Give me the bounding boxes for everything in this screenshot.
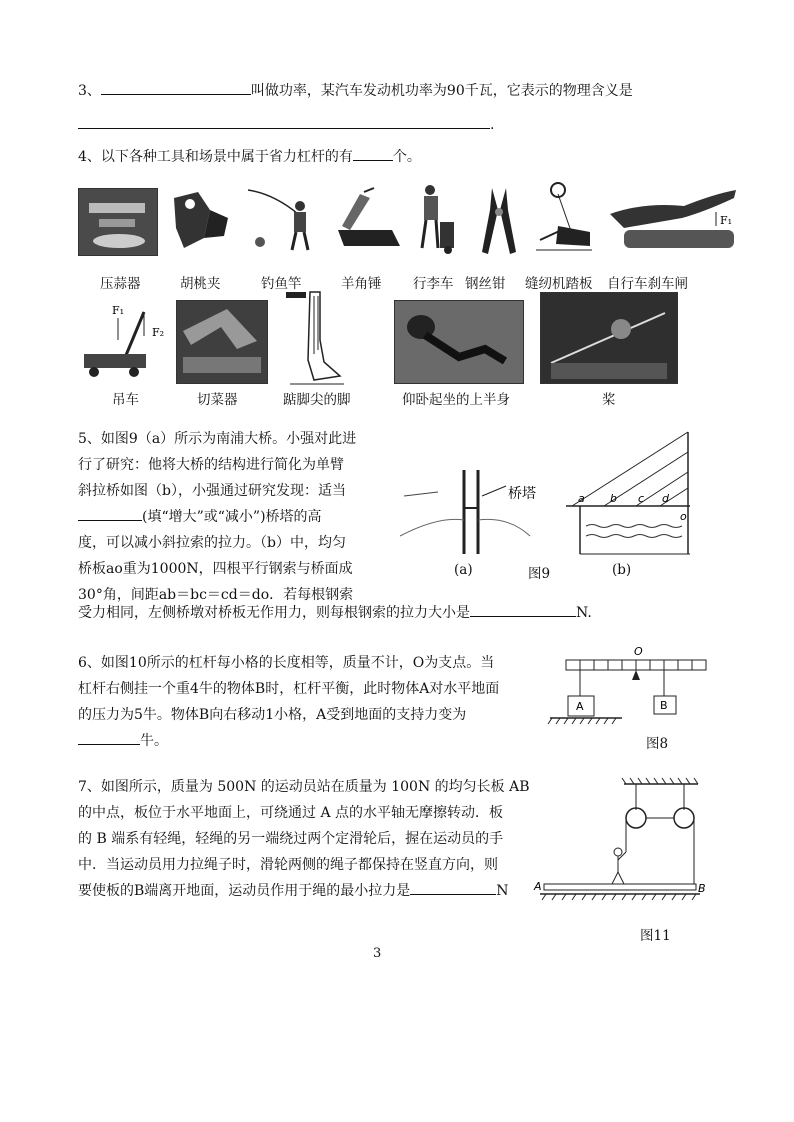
q3-line1 <box>78 78 633 104</box>
q7-unit: N <box>496 883 509 899</box>
q3-end: . <box>490 117 495 133</box>
figure-11 <box>534 782 708 914</box>
q5-line-1: 5、如图9（a）所示为南浦大桥。小强对此进 <box>78 431 357 447</box>
q7-line-5 <box>78 878 509 904</box>
caption-sewing-pedal: 缝纫机踏板 <box>525 276 593 292</box>
block-a-label: A <box>576 700 584 713</box>
fulcrum-o-label: O <box>634 645 643 658</box>
q4-blank <box>353 145 393 161</box>
q7-blank <box>410 879 496 895</box>
q5-blank-2 <box>470 601 576 617</box>
caption-wire-pliers: 钢丝钳 <box>465 276 506 292</box>
crane-truck-image <box>78 300 172 380</box>
q5-line-4 <box>78 504 322 530</box>
crane-f2-label: F₂ <box>152 326 165 339</box>
q5-last-text: 受力相同，左侧桥墩对桥板无作用力，则每根钢索的拉力大小是 <box>78 605 470 621</box>
point-o: o <box>680 510 687 523</box>
caption-luggage-cart: 行李车 <box>413 276 454 292</box>
vegetable-cutter-image <box>176 300 268 384</box>
caption-fishing-rod: 钓鱼竿 <box>261 276 302 292</box>
q7-line-3: 的 B 端系有轻绳，轻绳的另一端绕过两个定滑轮后，握在运动员的手 <box>78 831 504 847</box>
q6-line-3: 的压力为5牛。物体B向右移动1小格，A受到地面的支持力变为 <box>78 707 467 723</box>
q7-line-5-text: 要使板的B端离开地面，运动员作用于绳的最小拉力是 <box>78 883 411 899</box>
figure-9-a-label: (a) <box>454 562 473 578</box>
q5-blank-1 <box>78 505 142 521</box>
q6-blank <box>78 729 140 745</box>
figure-11-title: 图11 <box>640 928 671 944</box>
q6-line-2: 杠杆右侧挂一个重4牛的物体B时，杠杆平衡，此时物体A对水平地面 <box>78 681 500 697</box>
q6-unit: 牛。 <box>140 733 168 749</box>
q5-line-3: 斜拉桥如图（b），小强通过研究发现：适当 <box>78 483 346 499</box>
q5-line-8 <box>78 600 592 626</box>
figure-8-title: 图8 <box>646 736 669 752</box>
q3-text: 叫做功率，某汽车发动机功率为90千瓦，它表示的物理含义是 <box>250 83 633 99</box>
bike-brake-image <box>604 184 740 256</box>
caption-vegetable-cutter: 切菜器 <box>197 392 238 408</box>
q3-line2 <box>78 112 494 138</box>
figure-9-a <box>398 456 536 570</box>
q3-number: 3、 <box>78 83 101 99</box>
board-b-label: B <box>698 882 706 895</box>
point-c: c <box>638 492 645 505</box>
q5-line-4-text: (填“增大”或“减小”)桥塔的高 <box>142 509 322 525</box>
q6-line-4 <box>78 728 168 754</box>
caption-sit-up: 仰卧起坐的上半身 <box>402 392 510 408</box>
point-b: b <box>610 492 617 505</box>
brake-f1-label: F₁ <box>720 214 733 227</box>
q5-unit: N. <box>576 605 592 621</box>
block-b-label: B <box>660 699 668 712</box>
sit-up-image <box>394 300 524 384</box>
page-number: 3 <box>373 946 382 961</box>
garlic-press-image <box>78 188 158 256</box>
figure-9-title: 图9 <box>528 566 551 582</box>
q5-line-6: 桥板ao重为1000N，四根平行钢索与桥面成 <box>78 561 353 577</box>
caption-garlic-press: 压蒜器 <box>100 276 141 292</box>
point-a: a <box>578 492 585 505</box>
q6-line-1: 6、如图10所示的杠杆每小格的长度相等，质量不计，O为支点。当 <box>78 655 495 671</box>
wire-pliers-image <box>474 184 524 258</box>
point-d: d <box>662 492 669 505</box>
q7-line-1: 7、如图所示，质量为 500N 的运动员站在质量为 100N 的均匀长板 AB <box>78 779 530 795</box>
claw-hammer-image <box>330 186 402 254</box>
q3-blank <box>101 79 251 95</box>
figure-9-b-label: (b) <box>612 562 632 578</box>
oar-image <box>540 292 678 384</box>
luggage-cart-image <box>410 182 462 256</box>
caption-tiptoe: 踮脚尖的脚 <box>283 392 351 408</box>
nutcracker-image <box>164 188 238 254</box>
figure-8 <box>546 646 712 726</box>
q5-line-2: 行了研究：他将大桥的结构进行简化为单臂 <box>78 457 344 473</box>
q5-line-5: 度，可以减小斜拉索的拉力。（b）中，均匀 <box>78 535 346 551</box>
q3-answer-blank <box>78 113 490 129</box>
figure-9-b <box>566 430 696 560</box>
caption-nutcracker: 胡桃夹 <box>180 276 221 292</box>
caption-claw-hammer: 羊角锤 <box>341 276 382 292</box>
q7-line-2: 的中点，板位于水平地面上，可绕通过 A 点的水平轴无摩擦转动．板 <box>78 805 504 821</box>
q4-question <box>78 144 421 170</box>
caption-bike-brake: 自行车刹车闸 <box>607 276 688 292</box>
tiptoe-foot-image <box>284 290 346 388</box>
fishing-rod-image <box>244 184 322 256</box>
q4-text-before: 4、以下各种工具和场景中属于省力杠杆的有 <box>78 149 353 165</box>
q4-text-after: 个。 <box>392 149 421 165</box>
tower-label: 桥塔 <box>508 486 536 502</box>
q5-line-7: 30°角，间距ab＝bc＝cd＝do．若每根钢索 <box>78 587 354 603</box>
caption-crane: 吊车 <box>112 392 139 408</box>
q7-line-4: 中．当运动员用力拉绳子时，滑轮两侧的绳子都保持在竖直方向，则 <box>78 857 498 873</box>
caption-oar: 桨 <box>602 392 616 408</box>
board-a-label: A <box>534 880 542 893</box>
crane-f1-label: F₁ <box>112 304 125 317</box>
sewing-pedal-image <box>532 180 596 258</box>
